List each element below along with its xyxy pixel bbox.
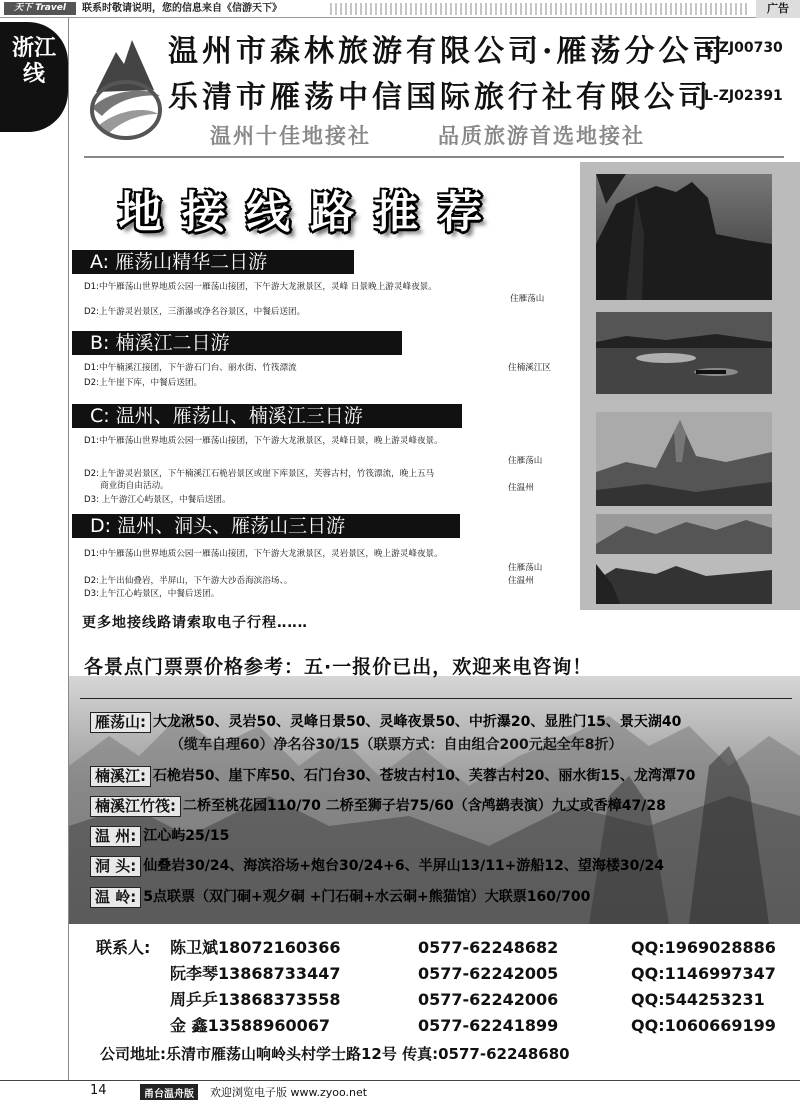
contact-qq: QQ:1969028886 (631, 938, 776, 957)
contact-name-phone: 阮李琴13868733447 (170, 964, 341, 983)
price-row-wenzhou (90, 826, 229, 848)
company-address: 公司地址:乐清市雁荡山响岭头村学士路12号 传真:0577-62248680 (100, 1045, 570, 1063)
contact-name-phone: 周乒乒13868373558 (170, 990, 341, 1009)
company-name-1: 温州市森林旅游有限公司·雁荡分公司 (168, 34, 727, 69)
route-a-stay: 住雁荡山 (510, 294, 545, 304)
route-c-line-2: D2:上午游灵岩景区，下午楠溪江石桅岩景区或崖下库景区，芙蓉古村，竹筏漂流，晚上五马 (84, 469, 435, 479)
route-b-line-2: D2:上午崖下库，中餐后送团。 (84, 378, 203, 388)
company-logo (88, 30, 164, 140)
price-divider (80, 698, 792, 699)
contact-tel: 0577-62248682 (418, 938, 559, 957)
price-row-yandang (90, 712, 681, 734)
contact-tel: 0577-62242005 (418, 964, 559, 983)
license-number-1: L-ZJ00730 (704, 40, 783, 56)
header-divider (84, 156, 784, 158)
contact-name-phone: 金 鑫13588960067 (170, 1016, 331, 1035)
slogan-2: 品质旅游首选地接社 (438, 124, 645, 148)
edition-badge: 甬台温舟版 (140, 1084, 198, 1100)
photo-river-raft (596, 312, 772, 394)
route-b-line-1: D1:中午楠溪江接团，下午游石门台、丽水街、竹筏漂流 (84, 363, 297, 373)
contact-tel: 0577-62241899 (418, 1016, 559, 1035)
price-row-yandang-cont: （缆车自理60）净名谷30/15（联票方式：自由组合200元起全年8折） (170, 737, 623, 753)
magazine-logo: 天下 Travel (4, 2, 76, 15)
price-text: 仙叠岩30/24、海滨浴场+炮台30/24+6、半屏山13/11+游船12、望海楼30/24 (143, 858, 664, 874)
price-label: 楠溪江竹筏: (90, 796, 181, 817)
route-c-line-4: D3: 上午游江心屿景区，中餐后送团。 (84, 495, 231, 505)
route-c-stay-2: 住温州 (508, 483, 534, 493)
photo-column (580, 162, 800, 610)
price-label: 温 州: (90, 826, 141, 847)
price-row-raft (90, 796, 666, 818)
page-footer (0, 1080, 800, 1100)
contact-qq: QQ:544253231 (631, 990, 765, 1009)
price-row-dongtou (90, 856, 664, 878)
photo-lake-valley (596, 514, 772, 604)
decorative-dots (330, 3, 750, 15)
price-label: 楠溪江: (90, 766, 151, 787)
source-notice: 联系时敬请说明，您的信息来自《信游天下》 (82, 3, 282, 14)
route-b-stay: 住楠溪江区 (508, 363, 551, 373)
price-label: 温 岭: (90, 887, 141, 908)
route-a-line-1: D1:中午雁荡山世界地质公园一雁荡山接团，下午游大龙湫景区，灵峰 日景晚上游灵峰夜景。 (84, 282, 437, 292)
contact-row (96, 988, 796, 1014)
contact-name-phone: 陈卫斌18072160366 (170, 938, 341, 957)
price-label: 洞 头: (90, 856, 141, 877)
route-d-line-3: D3:上午江心屿景区，中餐后送团。 (84, 589, 220, 599)
photo-mountain-ridge (596, 412, 772, 506)
routes-title: 地接线路推荐 (118, 187, 502, 238)
contact-label: 联系人: (96, 938, 151, 957)
route-c-line-1: D1:中午雁荡山世界地质公园一雁荡山接团，下午游大龙湫景区，灵峰日景，晚上游灵峰夜景。 (84, 436, 443, 446)
route-d-title: D: 温州、洞头、雁荡山三日游 (72, 514, 460, 538)
route-d-line-1: D1:中午雁荡山世界地质公园一雁荡山接团，下午游大龙湫景区，灵岩景区，晚上游灵峰夜景。 (84, 549, 443, 559)
page-number: 14 (90, 1083, 107, 1098)
route-c-title: C: 温州、雁荡山、楠溪江三日游 (72, 404, 462, 428)
more-routes-note: 更多地接线路请索取电子行程‥‥‥ (82, 615, 309, 631)
ad-tag: 广告 (756, 0, 800, 18)
price-text: 5点联票（双门硐+观夕硐 +门石硐+水云硐+熊猫馆）大联票160/700 (143, 889, 591, 905)
price-text: 二桥至桃花园110/70 二桥至狮子岩75/60（含鸬鹚表演）九丈或香樟47/28 (183, 798, 666, 814)
route-c-stay-1: 住雁荡山 (508, 456, 543, 466)
contact-qq: QQ:1060669199 (631, 1016, 776, 1035)
price-row-nanxi (90, 766, 695, 788)
price-row-wenling (90, 887, 590, 909)
slogans (210, 120, 710, 148)
route-a-line-2: D2:上午游灵岩景区，三浙瀑或净名谷景区，中餐后送团。 (84, 307, 306, 317)
price-text: 大龙湫50、灵岩50、灵峰日景50、灵峰夜景50、中折瀑20、显胜门15、景天湖40 (153, 714, 682, 730)
contact-qq: QQ:1146997347 (631, 964, 776, 983)
contact-row (96, 1014, 796, 1040)
photo-rock-peak (596, 174, 772, 300)
route-d-stay-2: 住温州 (508, 576, 534, 586)
route-c-line-3: 商业街自由活动。 (100, 481, 169, 491)
company-name-2: 乐清市雁荡中信国际旅行社有限公司 (168, 80, 712, 115)
region-tab-label: 浙江线 (11, 36, 56, 87)
contact-row (96, 962, 796, 988)
slogan-1: 温州十佳地接社 (210, 124, 371, 148)
ticket-price-heading: 各景点门票票价格参考：五·一报价已出，欢迎来电咨询！ (84, 656, 593, 678)
region-tab (0, 22, 68, 132)
route-b-title: B: 楠溪江二日游 (72, 331, 402, 355)
contact-row (96, 936, 796, 962)
top-strip (0, 0, 800, 18)
route-d-line-2: D2:上午出仙叠岩，半屏山，下午游大沙岙海滨浴场、。 (84, 576, 293, 586)
website-link[interactable]: 欢迎浏览电子版 www.zyoo.net (210, 1086, 368, 1099)
contact-tel: 0577-62242006 (418, 990, 559, 1009)
route-a-title: A: 雁荡山精华二日游 (72, 250, 354, 274)
price-text: 石桅岩50、崖下库50、石门台30、苍坡古村10、芙蓉古村20、丽水街15、龙湾潭70 (153, 768, 696, 784)
license-number-2: L-ZJ02391 (704, 88, 783, 104)
price-text: 江心屿25/15 (143, 828, 230, 844)
route-d-stay-1: 住雁荡山 (508, 563, 543, 573)
price-label: 雁荡山: (90, 712, 151, 733)
